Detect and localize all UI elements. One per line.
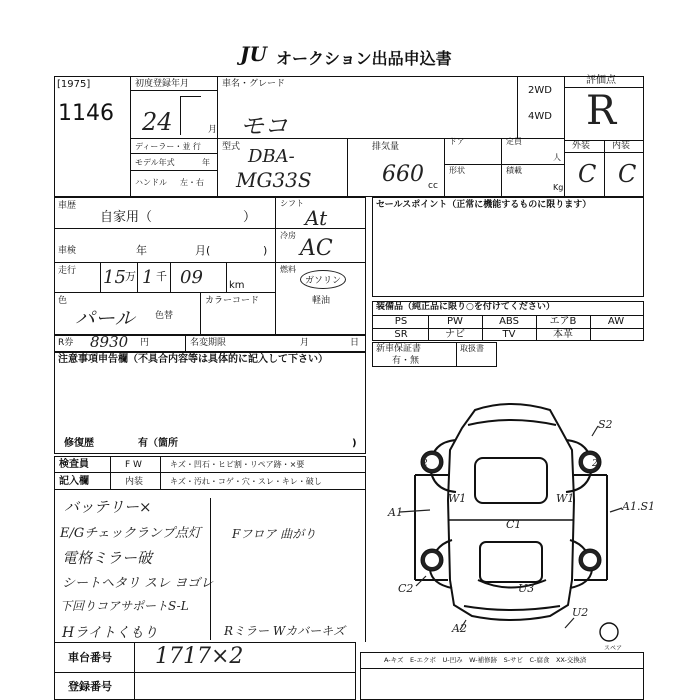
fw-label: F W	[125, 460, 142, 470]
diagram-wheel-2-left: 2	[422, 459, 428, 469]
equipment-row1-2: ABS	[499, 316, 519, 327]
registration-label: 初度登録年月	[135, 79, 190, 89]
equipment-row2-1: ナビ	[445, 329, 465, 340]
drive-2wd: 2WD	[528, 85, 552, 96]
header-logo: JU	[240, 42, 267, 66]
equipment-label: 装備品（純正品に限り○を付けてください）	[376, 302, 555, 312]
displacement-label: 排気量	[372, 142, 400, 152]
registration-month-box	[180, 96, 201, 135]
repair-value: 有（箇所	[138, 438, 178, 449]
chassis-label: 車台番号	[68, 651, 112, 664]
ac-value: AC	[300, 236, 333, 261]
mileage-man-unit: 万	[125, 270, 136, 283]
note-line-1: バッテリー×	[64, 498, 152, 516]
note-mid-1: Fフロア 曲がり	[232, 527, 317, 541]
color-code-label: カラーコード	[205, 296, 260, 306]
note-line-5: 下回りコアサポートS-L	[60, 599, 189, 613]
handle-options: 左・右	[180, 178, 204, 187]
diagram-a1s1: A1.S1	[622, 500, 655, 513]
shaken-year-unit: 年	[136, 244, 147, 257]
fuel-label: 燃料	[280, 265, 296, 274]
doors-label: ドア	[449, 137, 465, 146]
recycle-value: 8930	[90, 333, 129, 351]
form-title: オークション出品申込書	[276, 49, 452, 68]
equipment-row1-1: PW	[447, 316, 463, 327]
recorder-label: 記入欄	[59, 476, 89, 487]
recycle-unit: 円	[140, 338, 150, 348]
load-label: 積載	[506, 166, 522, 175]
mileage-sen: 1	[142, 267, 154, 288]
diagram-w1-left: W1	[448, 492, 467, 505]
katashiki-label: 型式	[222, 142, 241, 152]
note-line-2: E/Gチェックランプ点灯	[60, 526, 201, 541]
repair-close: )	[352, 438, 357, 449]
interior-score: C	[618, 160, 637, 188]
equipment-row1-0: PS	[394, 316, 408, 327]
usage-label: 車歴	[58, 201, 77, 211]
warranty-label: 新車保証書	[376, 344, 422, 354]
ac-label: 冷房	[280, 231, 296, 240]
registration-month-unit: 月	[208, 125, 218, 135]
shaken-label: 車検	[58, 246, 77, 256]
note-line-6: Hライトくもり	[62, 625, 158, 641]
model-year-label: モデル年式	[135, 158, 175, 167]
diagram-a2: A2	[452, 622, 467, 635]
displacement-unit: cc	[428, 181, 438, 191]
car-name-label: 車名・グレード	[222, 79, 286, 89]
car-diagram	[360, 370, 660, 660]
shaken-close: )	[263, 244, 268, 257]
inspector-label: 検査員	[59, 459, 89, 470]
note-line-4: シートヘタリ スレ ヨゴレ	[62, 576, 214, 591]
note-line-3: 電格ミラー破	[62, 549, 153, 567]
inspector-legend: キズ・凹石・ヒビ割・リペア跡・×要	[170, 460, 305, 469]
model-year-unit: 年	[202, 158, 210, 167]
car-name-value: モコ	[240, 112, 288, 140]
capacity-unit: 人	[553, 153, 561, 162]
diagram-w1-right: W1	[556, 492, 575, 505]
mileage-sen-unit: 千	[156, 270, 167, 283]
reg-number-label: 登録番号	[68, 680, 112, 693]
mileage-label: 走行	[58, 266, 77, 276]
equipment-row1-4: AW	[607, 316, 625, 327]
fuel-gasoline-circled: ガソリン	[300, 270, 346, 289]
meigi-label: 名変期限	[190, 338, 227, 348]
diagram-a1-left: A1	[388, 506, 403, 519]
diagram-u3: U3	[518, 582, 535, 595]
drive-4wd: 4WD	[528, 111, 552, 122]
equipment-row2-0: SR	[394, 329, 408, 340]
color-change-label: 色替	[155, 311, 174, 321]
damage-legend: A-キズ E-エクボ U-凹み W-補修跡 S-サビ C-腐食 XX-交換済	[384, 656, 587, 664]
diagram-c1: C1	[506, 518, 522, 531]
dealer-label: ディーラー・並 行	[135, 142, 201, 151]
mileage-unit: km	[229, 280, 245, 291]
shift-value: At	[305, 206, 328, 230]
equipment-row1-3: エアB	[549, 316, 577, 327]
rating-score: R	[586, 88, 617, 134]
shaken-month-unit: 月(	[195, 244, 211, 257]
lot-number: 1146	[58, 101, 114, 126]
mileage-man: 15	[103, 267, 126, 288]
diagram-wheel-2-right: 2	[592, 459, 598, 469]
exterior-score: C	[578, 160, 597, 188]
exterior-label: 外装	[572, 141, 591, 151]
color-value: パール	[75, 306, 135, 330]
recycle-label: R券	[58, 338, 74, 348]
color-label: 色	[58, 296, 68, 306]
manual-label: 取扱書	[460, 344, 484, 353]
handle-label: ハンドル	[135, 178, 167, 187]
capacity-label: 定員	[506, 137, 522, 146]
registration-year: 24	[142, 108, 173, 136]
recorder-legend: キズ・汚れ・コゲ・穴・スレ・キレ・破し	[170, 477, 322, 486]
diagram-spare-label: スペア	[604, 645, 623, 652]
chassis-value: 1717×2	[155, 644, 244, 669]
displacement-value: 660	[382, 162, 424, 187]
sales-point-box	[372, 197, 644, 297]
shift-label: シフト	[280, 199, 304, 208]
diagram-s2: S2	[598, 418, 613, 431]
notes-label: 注意事項申告欄（不具合内容等は具体的に記入して下さい）	[58, 354, 328, 365]
fuel-diesel: 軽油	[312, 296, 331, 306]
equipment-row2-3: 本革	[553, 329, 573, 340]
notes-box	[54, 352, 366, 454]
meigi-day: 日	[350, 338, 360, 348]
repair-label: 修復歴	[64, 438, 94, 449]
usage-value: 自家用（ ）	[100, 210, 257, 225]
note-mid-2: Rミラー Wカバーキズ	[224, 624, 345, 638]
equipment-row2-2: TV	[502, 329, 516, 340]
warranty-value: 有・無	[392, 356, 420, 366]
meigi-month: 月	[300, 338, 310, 348]
sales-point-label: セールスポイント（正常に機能するものに限ります）	[376, 200, 592, 210]
diagram-c2: C2	[398, 582, 414, 595]
year-code: [1975]	[57, 79, 91, 90]
naiso-label: 内装	[125, 477, 144, 487]
diagram-u2: U2	[572, 606, 589, 619]
load-unit: Kg	[553, 183, 564, 192]
rating-label: 評価点	[586, 75, 616, 86]
shape-label: 形状	[449, 166, 465, 175]
mileage-rest: 09	[180, 267, 203, 288]
katashiki-value-1: DBA-	[248, 146, 295, 167]
interior-label: 内装	[612, 141, 631, 151]
katashiki-value-2: MG33S	[236, 168, 312, 192]
